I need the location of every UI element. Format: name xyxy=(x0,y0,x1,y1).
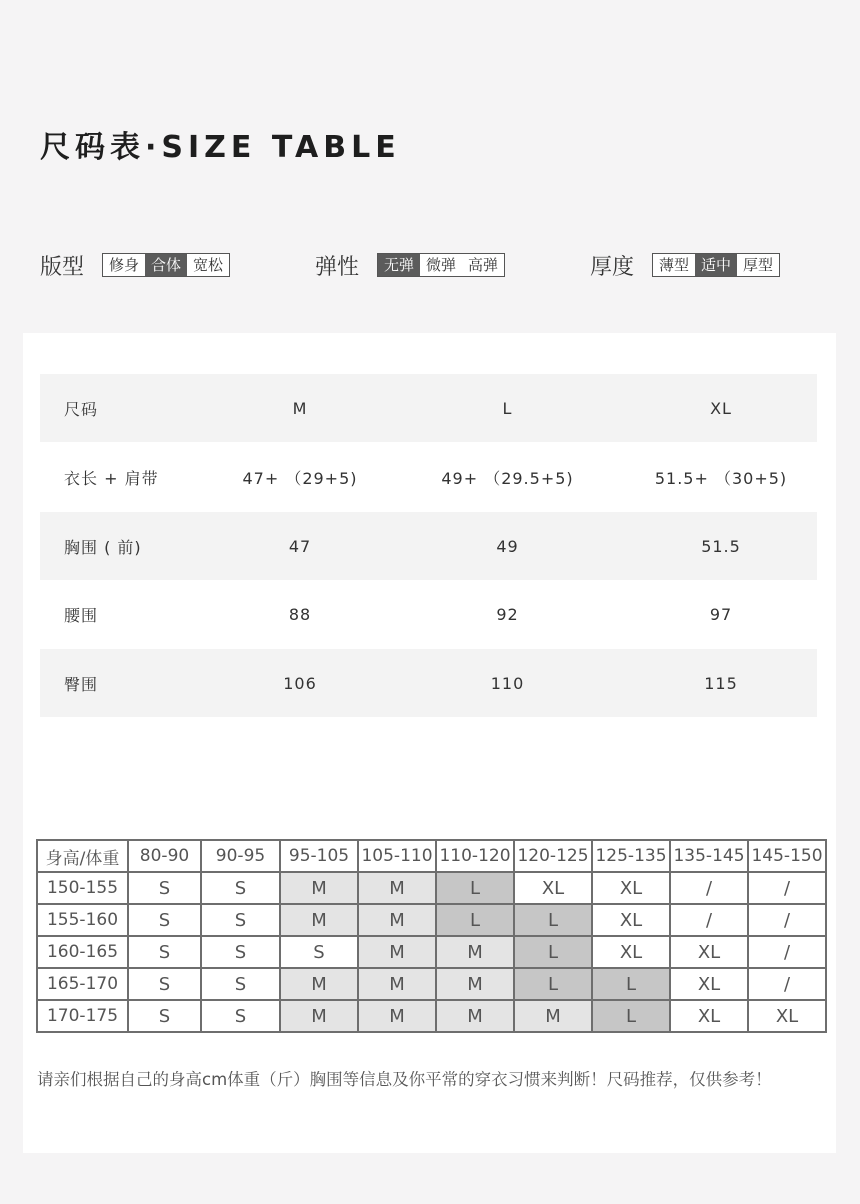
table-row xyxy=(40,580,817,649)
table-row xyxy=(40,512,817,580)
size-cell: XL xyxy=(592,936,670,968)
size-cell: S xyxy=(201,904,280,936)
size-cell: S xyxy=(128,872,201,904)
row-label: 腰围 xyxy=(64,606,99,625)
size-cell: L xyxy=(514,904,592,936)
size-cell: M xyxy=(280,872,358,904)
weight-header: 145-150 xyxy=(748,840,826,872)
thickness-option-thick: 厚型 xyxy=(743,256,774,274)
size-cell: S xyxy=(201,936,280,968)
height-label: 165-170 xyxy=(37,968,128,1000)
elasticity-option-none: 无弹 xyxy=(378,254,420,276)
size-cell: / xyxy=(670,904,748,936)
table-cell: 51.5 xyxy=(701,536,741,556)
table-row xyxy=(40,374,817,442)
size-cell: M xyxy=(358,904,436,936)
height-label: 150-155 xyxy=(37,872,128,904)
size-cell: S xyxy=(280,936,358,968)
size-cell: XL xyxy=(670,936,748,968)
size-cell: M xyxy=(436,1000,514,1032)
size-cell: XL xyxy=(592,904,670,936)
table-cell: 115 xyxy=(704,673,738,693)
table-cell: 97 xyxy=(709,605,733,624)
fit-attribute xyxy=(40,250,230,280)
row-label: 衣长 + 肩带 xyxy=(64,468,159,488)
size-cell: M xyxy=(436,936,514,968)
size-cell: M xyxy=(358,936,436,968)
table-cell: M xyxy=(292,398,308,418)
size-cell: M xyxy=(280,904,358,936)
table-cell: 49 xyxy=(496,536,519,556)
weight-header: 95-105 xyxy=(280,840,358,872)
weight-header: 120-125 xyxy=(514,840,592,872)
size-cell: / xyxy=(748,968,826,1000)
size-cell: S xyxy=(128,936,201,968)
table-cell: XL xyxy=(710,398,732,418)
size-cell: / xyxy=(748,936,826,968)
table-cell: 106 xyxy=(283,673,317,693)
weight-header: 105-110 xyxy=(358,840,436,872)
size-cell: S xyxy=(201,872,280,904)
thickness-option-thin: 薄型 xyxy=(659,256,690,274)
size-cell: S xyxy=(128,1000,201,1032)
header-row xyxy=(37,840,826,872)
size-cell: / xyxy=(748,872,826,904)
elasticity-options xyxy=(377,253,505,277)
elasticity-option-slight: 微弹 xyxy=(426,256,457,274)
table-cell: L xyxy=(502,398,513,418)
thickness-option-medium: 适中 xyxy=(695,254,737,276)
size-cell: / xyxy=(748,904,826,936)
height-label: 160-165 xyxy=(37,936,128,968)
weight-header: 80-90 xyxy=(128,840,201,872)
size-cell: L xyxy=(514,968,592,1000)
table-cell: 51.5+ （30+5) xyxy=(654,468,788,488)
elasticity-label: 弹性 xyxy=(315,254,360,280)
table-row xyxy=(37,872,826,904)
table-cell: 88 xyxy=(288,605,312,624)
weight-header: 135-145 xyxy=(670,840,748,872)
size-cell: M xyxy=(514,1000,592,1032)
table-cell: 110 xyxy=(490,673,525,693)
fit-option-regular: 合体 xyxy=(145,254,187,276)
size-cell: XL xyxy=(592,872,670,904)
size-cell: M xyxy=(280,1000,358,1032)
size-cell: M xyxy=(280,968,358,1000)
size-cell: XL xyxy=(670,968,748,1000)
corner-header: 身高/体重 xyxy=(37,840,128,872)
fit-options xyxy=(102,253,230,277)
size-cell: XL xyxy=(748,1000,826,1032)
size-measurement-table xyxy=(40,374,817,717)
table-cell: 92 xyxy=(496,605,519,624)
size-cell: XL xyxy=(670,1000,748,1032)
table-cell: 49+ （29.5+5) xyxy=(441,468,574,488)
elasticity-attribute xyxy=(315,250,505,280)
height-label: 155-160 xyxy=(37,904,128,936)
thickness-label: 厚度 xyxy=(590,254,635,280)
size-cell: L xyxy=(592,968,670,1000)
size-cell: M xyxy=(358,968,436,1000)
table-row xyxy=(37,968,826,1000)
size-cell: M xyxy=(358,1000,436,1032)
size-cell: S xyxy=(128,904,201,936)
weight-header: 125-135 xyxy=(592,840,670,872)
size-cell: M xyxy=(358,872,436,904)
row-label: 尺码 xyxy=(64,399,99,419)
table-cell: 47 xyxy=(288,536,312,556)
fit-option-slim: 修身 xyxy=(109,256,140,274)
table-row xyxy=(37,1000,826,1032)
size-cell: S xyxy=(128,968,201,1000)
height-label: 170-175 xyxy=(37,1000,128,1032)
size-cell: L xyxy=(592,1000,670,1032)
size-cell: L xyxy=(436,872,514,904)
size-cell: L xyxy=(514,936,592,968)
size-cell: XL xyxy=(514,872,592,904)
weight-header: 90-95 xyxy=(201,840,280,872)
size-cell: M xyxy=(436,968,514,1000)
fit-option-loose: 宽松 xyxy=(193,256,224,274)
weight-header: 110-120 xyxy=(436,840,514,872)
row-label: 臀围 xyxy=(64,674,99,694)
size-cell: S xyxy=(201,968,280,1000)
fit-label: 版型 xyxy=(40,254,85,280)
size-recommendation-table xyxy=(36,839,827,1033)
elasticity-option-high: 高弹 xyxy=(468,256,499,274)
row-label: 胸围 ( 前) xyxy=(64,537,142,557)
page-title: 尺码表·SIZE TABLE xyxy=(40,130,401,165)
disclaimer-note: 请亲们根据自己的身高cm体重（斤）胸围等信息及你平常的穿衣习惯来判断！尺码推荐，仅供参考！ xyxy=(37,1070,772,1089)
table-row xyxy=(40,442,817,512)
size-cell: S xyxy=(201,1000,280,1032)
size-card xyxy=(23,333,836,1153)
table-cell: 47+ （29+5) xyxy=(242,468,358,488)
size-cell: / xyxy=(670,872,748,904)
table-row xyxy=(40,649,817,717)
table-row xyxy=(37,904,826,936)
thickness-options xyxy=(652,253,780,277)
table-row xyxy=(37,936,826,968)
size-cell: L xyxy=(436,904,514,936)
thickness-attribute xyxy=(590,250,780,280)
